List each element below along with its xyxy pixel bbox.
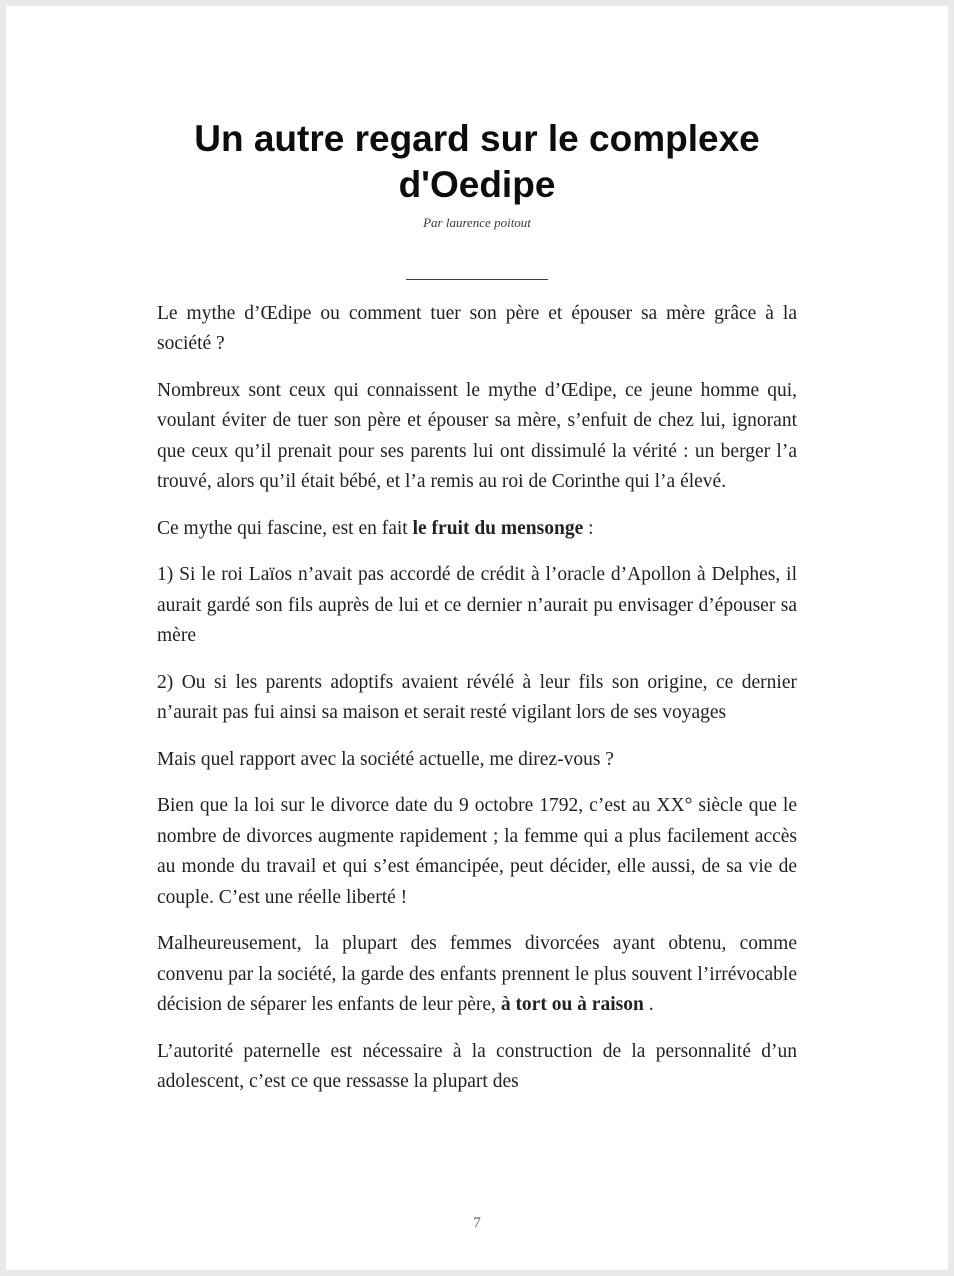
text-run: . <box>643 994 654 1015</box>
text-run: 2) Ou si les parents adoptifs avaient révélé à leur fils son origine, ce dernier n’aurait pas fui ainsi sa maison et serait resté vigilant lors de ses voyages <box>157 671 797 723</box>
separator-line <box>406 278 548 280</box>
text-run: Mais quel rapport avec la société actuelle, me direz-vous ? <box>157 748 614 770</box>
paragraph <box>157 1037 797 1098</box>
text-run-bold: le fruit du mensonge <box>412 517 584 539</box>
text-run: Nombreux sont ceux qui connaissent le mythe d’Œdipe, ce jeune homme qui, voulant éviter de tuer son père et épouser sa mère, s’enfuit de chez lui, ignorant que ceux qu’il prenait pour ses parents lui ont dissimulé la vérité : un berger l’a trouvé, alors qu’il était bébé, et l’a remis au roi de Corinthe qui l’a élevé. <box>157 379 797 492</box>
document-page <box>6 6 948 1270</box>
paragraph <box>157 668 797 729</box>
paragraph <box>157 791 797 913</box>
paragraph <box>157 299 797 360</box>
paragraph <box>157 745 797 776</box>
text-run: Bien que la loi sur le divorce date du 9 octobre 1792, c’est au XX° siècle que le nombre de divorces augmente rapidement ; la femme qui a plus facilement accès au monde du travail et qui s’est émancipée, peut décider, elle aussi, de sa vie de couple. C’est une réelle liberté ! <box>157 795 797 908</box>
page-number: 7 <box>473 1215 481 1231</box>
paragraph <box>157 376 797 498</box>
page-title-line-1: Un autre regard sur le complexe <box>194 118 760 159</box>
document-content <box>157 6 797 1098</box>
byline: Par laurence poitout <box>423 214 531 230</box>
separator-wrap <box>157 267 797 285</box>
text-run: Ce mythe qui fascine, est en fait <box>157 517 413 539</box>
text-run: : <box>583 517 594 539</box>
text-run: 1) Si le roi Laïos n’avait pas accordé de crédit à l’oracle d’Apollon à Delphes, il aurait gardé son fils auprès de lui et ce dernier n’aurait pu envisager d’épouser sa mère <box>157 564 797 646</box>
document-body <box>157 299 797 1098</box>
paragraph <box>157 929 797 1021</box>
page-title <box>157 116 797 209</box>
text-run-bold: à tort ou à raison <box>500 994 644 1015</box>
text-run: Le mythe d’Œdipe ou comment tuer son père et épouser sa mère grâce à la société ? <box>157 302 797 354</box>
text-run: Malheureusement, la plupart des femmes divorcées ayant obtenu, comme convenu par la société, la garde des enfants prennent le plus souvent l’irrévocable décision de séparer les enfants de leur père, <box>157 933 797 1015</box>
paragraph <box>157 560 797 652</box>
page-title-line-2: d'Oedipe <box>398 164 556 206</box>
text-run: L’autorité paternelle est nécessaire à la construction de la personnalité d’un adolescent, c’est ce que ressasse la plupart des <box>157 1040 797 1092</box>
paragraph <box>157 514 797 545</box>
